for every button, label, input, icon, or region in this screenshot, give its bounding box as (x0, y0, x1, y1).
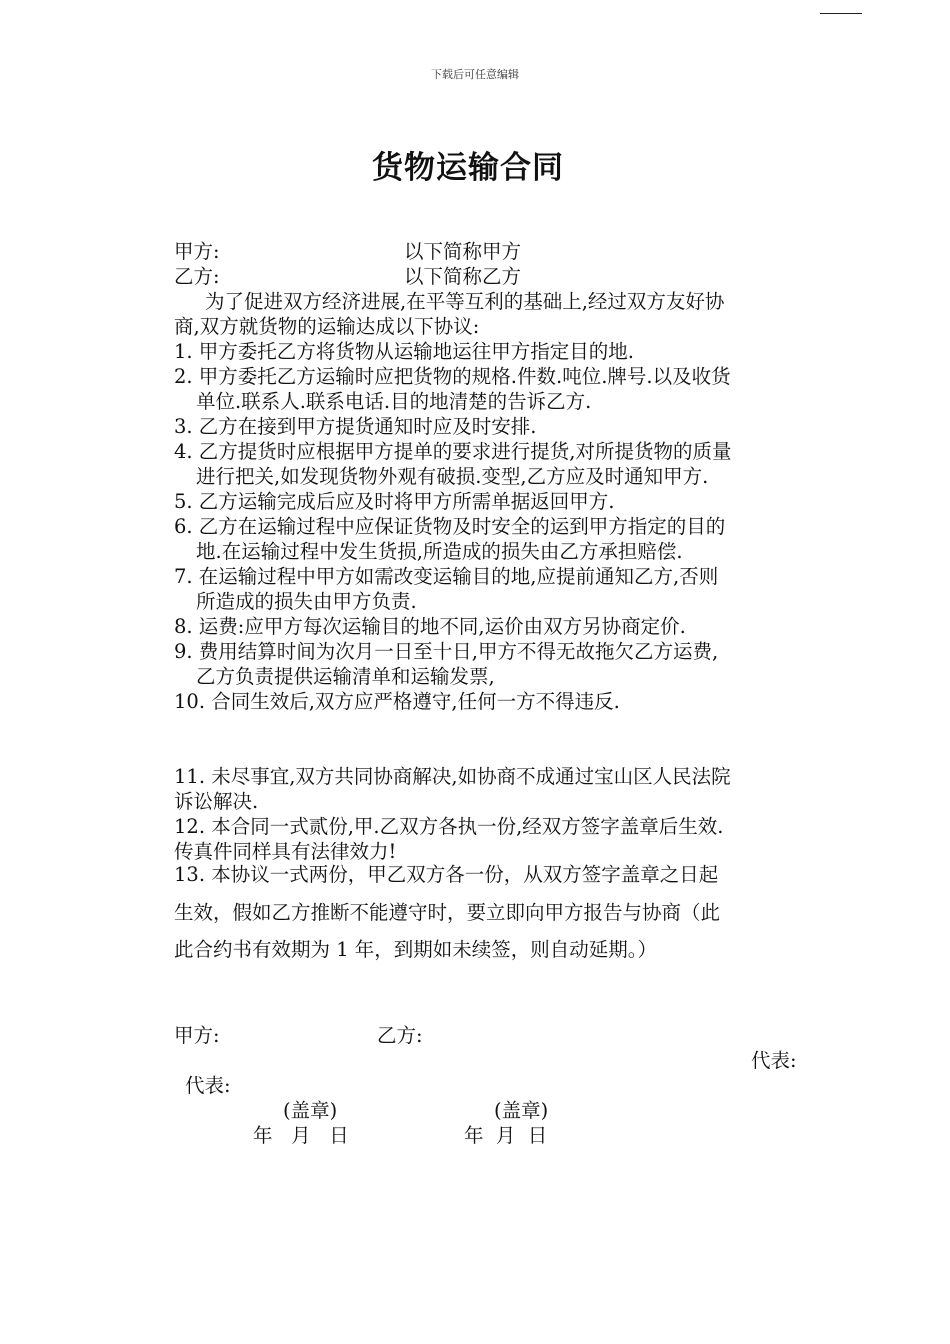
clause-12: 12. 本合同一式贰份,甲.乙双方各执一份,经双方签字盖章后生效. (174, 815, 724, 838)
clause-3: 3. 乙方在接到甲方提货通知时应及时安排. (174, 415, 537, 438)
clause-10: 10. 合同生效后,双方应严格遵守,任何一方不得违反. (174, 690, 620, 713)
clause-13: 13. 本协议一式两份，甲乙双方各一份，从双方签字盖章之日起 (174, 863, 719, 886)
clause-11-cont: 诉讼解决. (174, 790, 259, 813)
clause-13-cont: 生效，假如乙方推断不能遵守时，要立即向甲方报告与协商（此 (174, 901, 721, 924)
clause-11: 11. 未尽事宜,双方共同协商解决,如协商不成通过宝山区人民法院 (174, 765, 731, 788)
signature-party-a-label: 甲方: (174, 1024, 220, 1047)
representative-label-left: 代表: (185, 1074, 231, 1097)
signature-party-b-label: 乙方: (377, 1024, 423, 1047)
clause-7: 7. 在运输过程中甲方如需改变运输目的地,应提前通知乙方,否则 (174, 565, 719, 588)
clause-4: 4. 乙方提货时应根据甲方提单的要求进行提货,对所提货物的质量 (174, 440, 732, 463)
header-note: 下载后可任意编辑 (431, 68, 519, 81)
clause-9-cont: 乙方负责提供运输清单和运输发票, (196, 665, 495, 688)
clause-2-cont: 单位.联系人.联系电话.目的地清楚的告诉乙方. (196, 390, 592, 413)
top-corner-rule (820, 13, 862, 14)
date-line-left: 年 月 日 (253, 1124, 349, 1147)
clause-2: 2. 甲方委托乙方运输时应把货物的规格.件数.吨位.牌号.以及收货 (174, 365, 731, 388)
party-a-alias: 以下简称甲方 (404, 240, 522, 263)
seal-placeholder-right: (盖章) (494, 1099, 549, 1122)
document-title: 货物运输合同 (372, 150, 564, 186)
representative-label-right: 代表: (751, 1049, 797, 1072)
clause-1: 1. 甲方委托乙方将货物从运输地运往甲方指定目的地. (174, 340, 635, 363)
party-b-alias: 以下简称乙方 (404, 265, 522, 288)
clause-9: 9. 费用结算时间为次月一日至十日,甲方不得无故拖欠乙方运费, (174, 640, 719, 663)
seal-placeholder-left: (盖章) (283, 1099, 338, 1122)
clause-4-cont: 进行把关,如发现货物外观有破损.变型,乙方应及时通知甲方. (196, 465, 709, 488)
clause-8: 8. 运费:应甲方每次运输目的地不同,运价由双方另协商定价. (174, 615, 686, 638)
clause-7-cont: 所造成的损失由甲方负责. (196, 590, 417, 613)
clause-6-cont: 地.在运输过程中发生货损,所造成的损失由乙方承担赔偿. (196, 540, 683, 563)
clause-13-cont: 此合约书有效期为 1 年，到期如未续签，则自动延期。） (174, 938, 658, 961)
clause-5: 5. 乙方运输完成后应及时将甲方所需单据返回甲方. (174, 490, 615, 513)
intro-line: 商,双方就货物的运输达成以下协议: (174, 315, 480, 338)
intro-line: 为了促进双方经济进展,在平等互利的基础上,经过双方友好协 (205, 290, 725, 313)
party-a-label: 甲方: (174, 240, 220, 263)
clause-6: 6. 乙方在运输过程中应保证货物及时安全的运到甲方指定的目的 (174, 515, 726, 538)
clause-12-cont: 传真件同样具有法律效力! (174, 840, 397, 863)
party-b-label: 乙方: (174, 265, 220, 288)
date-line-right: 年 月 日 (464, 1124, 548, 1147)
